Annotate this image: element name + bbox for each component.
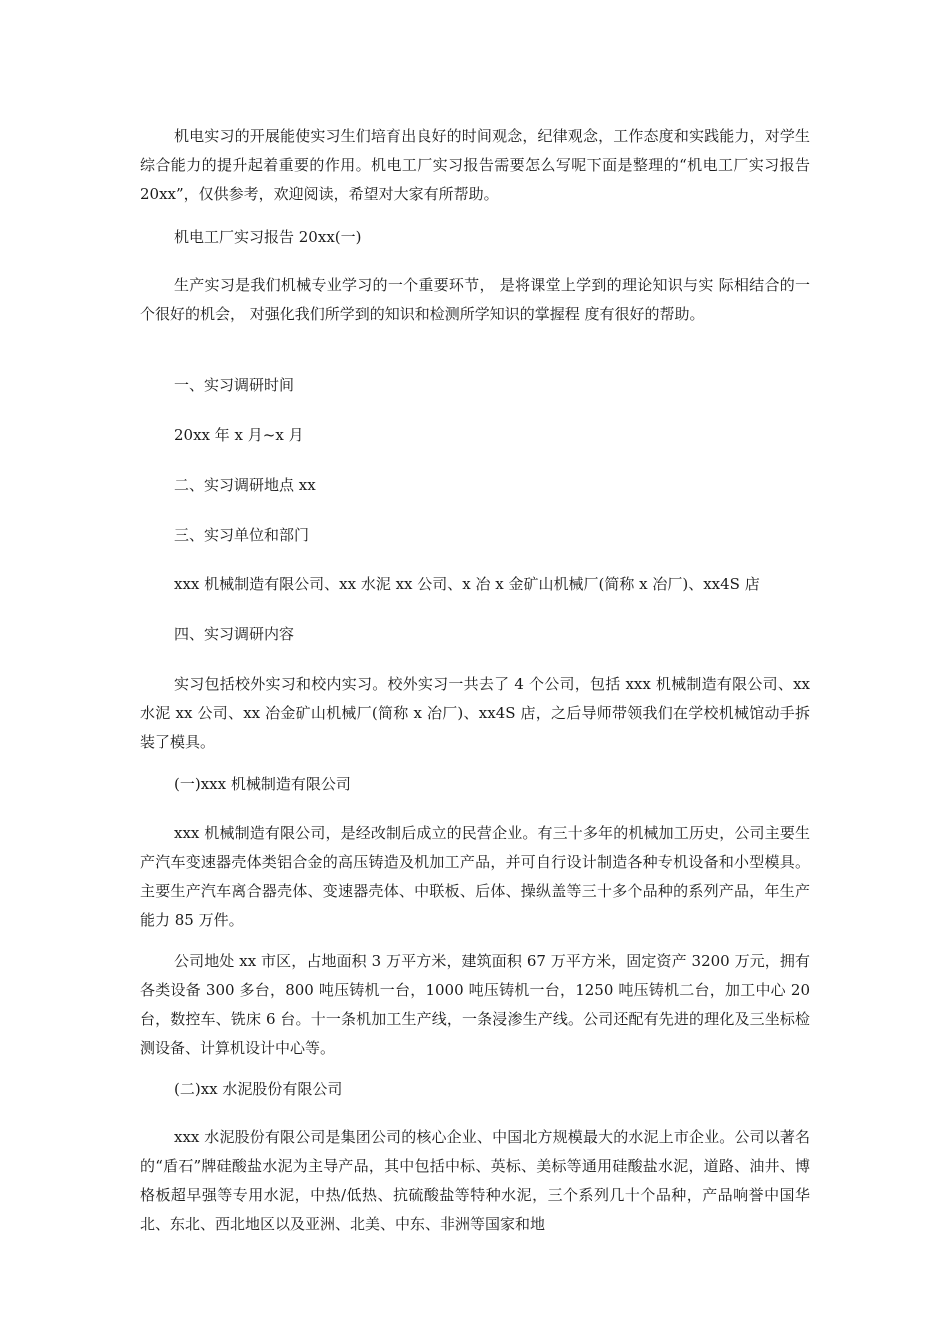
sub1-heading: (一)xxx 机械制造有限公司 [174,775,351,793]
intro-paragraph: 机电实习的开展能使实习生们培育出良好的时间观念，纪律观念，工作态度和实践能力，对学生综合能力的提升起着重要的作用。机电工厂实习报告需要怎么写呢下面是整理的“机电工厂实习报告 20xx”，仅供参考，欢迎阅读，希望对大家有所帮助。 [140,127,810,203]
section1-heading: 一、实习调研时间 [174,376,295,394]
section1-value: 20xx 年 x 月~x 月 [174,426,304,444]
sub2-paragraph: xxx 水泥股份有限公司是集团公司的核心企业、中国北方规模最大的水泥上市企业。公司以著名的“盾石”牌硅酸盐水泥为主导产品，其中包括中标、英标、美标等通用硅酸盐水泥，道路、油井、博格板超早强等专用水泥，中热/低热、抗硫酸盐等特种水泥，三个系列几十个品种，产品响誉中国华北、东北、西北地区以及亚洲、北美、中东、非洲等国家和地 [140,1128,810,1233]
section2-heading: 二、实习调研地点 xx [174,476,316,494]
purpose-paragraph: 生产实习是我们机械专业学习的一个重要环节， 是将课堂上学到的理论知识与实 际相结合的一个很好的机会， 对强化我们所学到的知识和检测所学知识的掌握程 度有很好的帮助。 [140,276,810,323]
sub2-heading: (二)xx 水泥股份有限公司 [174,1080,343,1098]
section4-heading: 四、实习调研内容 [174,625,295,643]
sub1-paragraph-b: 公司地处 xx 市区，占地面积 3 万平方米，建筑面积 67 万平方米，固定资产 3200 万元，拥有各类设备 300 多台，800 吨压铸机一台，1000 吨压铸机一台，1250 吨压铸机二台，加工中心 20 台，数控车、铣床 6 台。十一条机加工生产线，一条浸渗生产线。公司还配有先进的理化及三坐标检测设备、计算机设计中心等。 [140,952,810,1057]
sub1-paragraph-a: xxx 机械制造有限公司，是经改制后成立的民营企业。有三十多年的机械加工历史，公司主要生产汽车变速器壳体类铝合金的高压铸造及机加工产品，并可自行设计制造各种专机设备和小型模具。主要生产汽车离合器壳体、变速器壳体、中联板、后体、操纵盖等三十多个品种的系列产品，年生产能力 85 万件。 [140,824,810,929]
section3-value: xxx 机械制造有限公司、xx 水泥 xx 公司、x 冶 x 金矿山机械厂(简称 x 冶厂)、xx4S 店 [174,575,760,593]
content-paragraph: 实习包括校外实习和校内实习。校外实习一共去了 4 个公司，包括 xxx 机械制造有限公司、xx 水泥 xx 公司、xx 冶金矿山机械厂(简称 x 冶厂)、xx4S 店，之后导师带领我们在学校机械馆动手拆装了模具。 [140,675,810,751]
report-title: 机电工厂实习报告 20xx(一) [174,228,362,246]
section3-heading: 三、实习单位和部门 [174,526,310,544]
